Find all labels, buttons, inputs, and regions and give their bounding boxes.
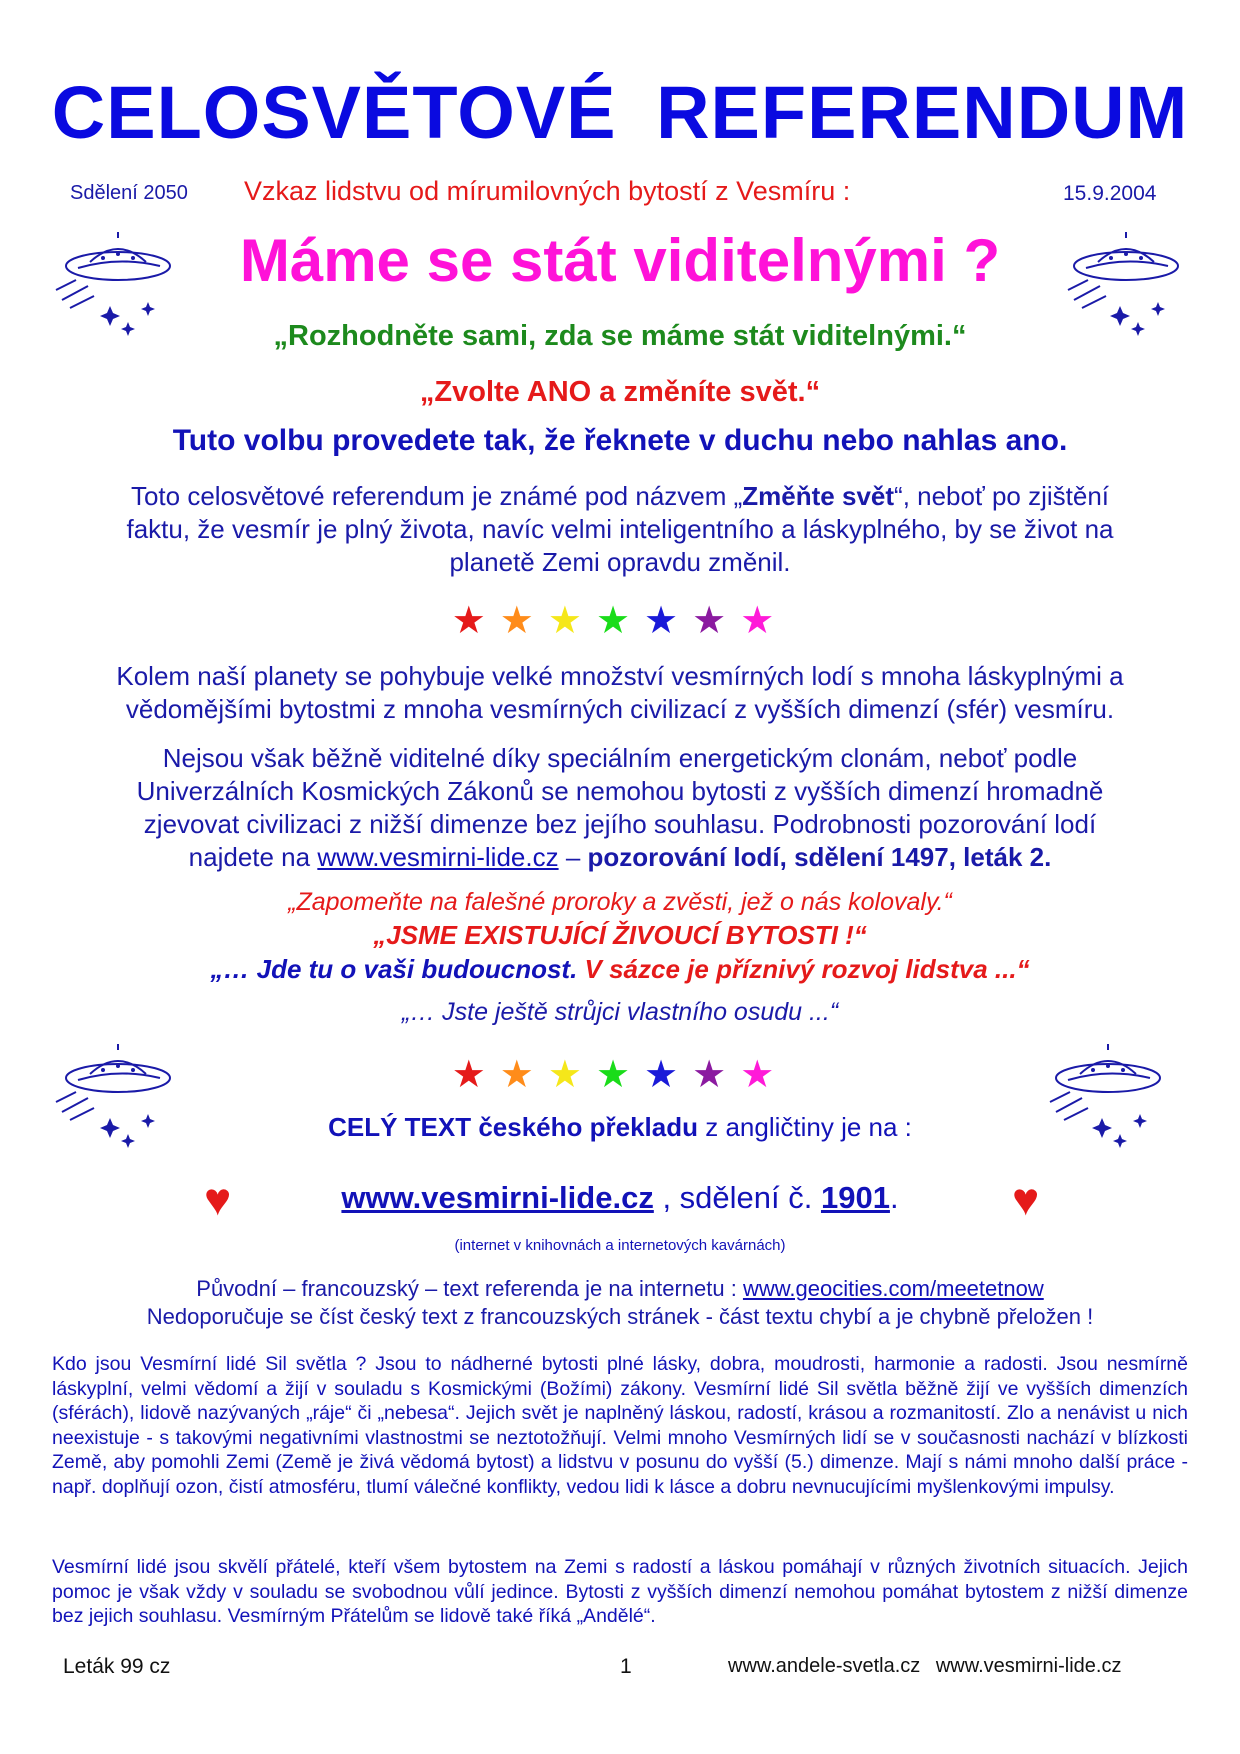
para3-line2: Univerzálních Kosmických Zákonů se nemohou bytosti z vyšších dimenzí hromadně	[136, 776, 1104, 806]
italic-quote-4: „… Jste ještě strůjci vlastního osudu ...“	[401, 998, 839, 1026]
body-paragraph-2: Vesmírní lidé jsou skvělí přátelé, kteří všem bytostem na Zemi s radostí a láskou pomáhají v různých životních situacích. Jejich pomoc je však vždy v souladu se svobodnou vůlí jedince. Bytosti z vyšších dimenzí nemohou pomáhat bytostem z nižší dimenze bez jejich souhlasu. Vesmírným Přátelům se lidově také říká „Andělé“.	[52, 1556, 1188, 1627]
heart-icon: ♥	[1012, 1173, 1040, 1225]
star-row-bottom	[0, 1052, 1240, 1097]
star-orange: ★	[499, 1054, 548, 1096]
full-text-mid: , sdělení č.	[653, 1180, 821, 1215]
star-red: ★	[451, 1054, 500, 1096]
warning-line: Nedoporučuje se číst český text z francouzských stránek - část textu chybí a je chybně přeložen !	[146, 1304, 1094, 1329]
full-text-notice	[0, 1112, 1240, 1143]
para1-text-b: “, neboť po zjištění	[894, 481, 1110, 511]
original-text-line	[0, 1276, 1240, 1302]
full-text-rest: z angličtiny je na :	[698, 1112, 912, 1142]
star-blue: ★	[644, 1054, 693, 1096]
italic-quote-3-b: V sázce je příznivý rozvoj lidstva ...“	[577, 954, 1030, 984]
star-blue: ★	[644, 600, 693, 642]
date: 15.9.2004	[1063, 182, 1157, 205]
body-paragraph-1: Kdo jsou Vesmírní lidé Sil světla ? Jsou to nádherné bytosti plné lásky, dobra, moudrosti, harmonie a radosti. Jsou nesmírně láskyplní, velmi vědomí a žijí v souladu s Kosmickými (Božími) zákony. Vesmírní lidé Sil světla běžně žijí ve vyšších dimenzích (sférách), lidově nazývaných „ráje“ či „nebesa“. Jejich svět je naplněný láskou, radostí, krásou a rozmanitostí. Zlo a nenávist u nich neexistuje - s takovými negativními vlastnostmi se neztotožňují. Velmi mnoho Vesmírných lidí se v současnosti nachází v blízkosti Země, aby pomohli Zemi (Země je živá vědomá bytost) a lidstvu v posunu do vyšší (5.) dimenze. Mají s námi mnoho další práce - např. doplňují ozon, čistí atmosféru, tlumí válečné konflikty, vedou lidi k lásce a dobru nevnucujícími myšlenkovými impulsy.	[52, 1353, 1188, 1498]
para1-text-a: Toto celosvětové referendum je známé pod názvem „	[130, 481, 743, 511]
footer-websites: www.andele-svetla.cz www.vesmirni-lide.cz	[728, 1655, 1122, 1677]
star-green: ★	[595, 600, 645, 642]
star-purple: ★	[692, 600, 741, 642]
para3-line1: Nejsou však běžně viditelné díky speciálním energetickým clonám, neboť podle	[162, 743, 1078, 773]
italic-quote-3	[0, 954, 1240, 985]
headline: Máme se stát viditelnými ?	[239, 227, 1001, 294]
heart-icon: ♥	[204, 1173, 232, 1225]
full-text-end: .	[889, 1180, 899, 1215]
star-purple: ★	[692, 1054, 741, 1096]
quote-green: „Rozhodněte sami, zda se máme stát viditelnými.“	[273, 320, 967, 352]
quote-blue: Tuto volbu provedete tak, že řeknete v duchu nebo nahlas ano.	[172, 424, 1068, 457]
para1-line2: faktu, že vesmír je plný života, navíc velmi inteligentního a láskyplného, by se život na	[126, 514, 1114, 544]
para3-line4-b: –	[558, 842, 588, 872]
star-red: ★	[451, 600, 500, 642]
footer-page-number: 1	[620, 1655, 632, 1678]
paragraph-visibility	[0, 742, 1240, 874]
star-green: ★	[595, 1054, 645, 1096]
message-number-link[interactable]: 1901	[820, 1180, 890, 1215]
message-number: Sdělení 2050	[70, 182, 188, 204]
paragraph-referendum	[0, 480, 1240, 579]
para2-line2: vědomějšími bytostmi z mnoha vesmírných civilizací z vyšších dimenzí (sfér) vesmíru.	[125, 694, 1115, 724]
star-orange: ★	[499, 600, 548, 642]
full-text-bold2: českého překladu	[471, 1112, 698, 1142]
para2-line1: Kolem naší planety se pohybuje velké množství vesmírných lodí s mnoha láskyplnými a	[116, 661, 1124, 691]
link-geocities[interactable]: www.geocities.com/meetetnow	[742, 1276, 1044, 1301]
page-title: CELOSVĚTOVÉ REFERENDUM	[51, 71, 1189, 154]
full-text-url-line	[0, 1180, 1240, 1216]
internet-note: (internet v knihovnách a internetových kavárnách)	[454, 1237, 786, 1254]
italic-quote-2: „JSME EXISTUJÍCÍ ŽIVOUCÍ BYTOSTI !“	[373, 920, 867, 950]
original-line1-a: Původní – francouzský – text referenda je na internetu :	[196, 1276, 743, 1301]
para1-bold: Změňte svět	[742, 481, 895, 511]
full-text-bold1: CELÝ TEXT	[328, 1112, 472, 1142]
para3-line4-a: najdete na	[188, 842, 318, 872]
italic-quote-1: „Zapomeňte na falešné proroky a zvěsti, jež o nás kolovaly.“	[288, 888, 952, 916]
link-full-text[interactable]: www.vesmirni-lide.cz	[341, 1180, 654, 1215]
italic-quote-3-a: „… Jde tu o vaši budoucnost.	[210, 954, 578, 984]
paragraph-ships	[0, 660, 1240, 726]
footer-leaflet-id: Leták 99 cz	[63, 1655, 171, 1678]
star-pink: ★	[740, 600, 789, 642]
quote-red: „Zvolte ANO a změníte svět.“	[419, 376, 821, 408]
link-vesmirni-lide[interactable]: www.vesmirni-lide.cz	[317, 842, 559, 872]
star-row-top	[0, 598, 1240, 643]
para1-line3: planetě Zemi opravdu změnil.	[449, 547, 791, 577]
star-yellow: ★	[547, 1054, 596, 1096]
star-yellow: ★	[547, 600, 596, 642]
para3-line3: zjevovat civilizaci z nižší dimenze bez jejího souhlasu. Podrobnosti pozorování lodí	[143, 809, 1097, 839]
star-pink: ★	[740, 1054, 789, 1096]
para3-line4-bold: pozorování lodí, sdělení 1497, leták 2.	[587, 842, 1052, 872]
subtitle: Vzkaz lidstvu od mírumilovných bytostí z Vesmíru :	[244, 176, 851, 206]
